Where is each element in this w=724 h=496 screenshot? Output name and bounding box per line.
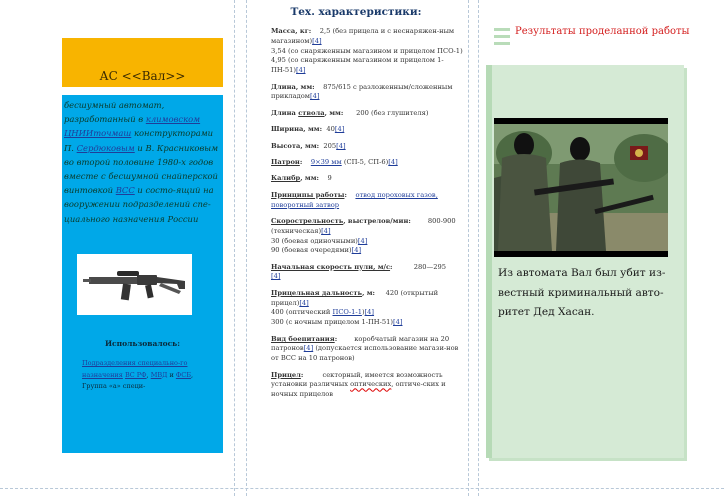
soldiers-photo xyxy=(494,118,668,257)
spec-mass xyxy=(271,27,466,76)
used-by-list xyxy=(82,358,197,393)
rifle-image xyxy=(77,254,192,315)
ref-link[interactable]: [4] xyxy=(296,66,306,75)
spec-barrel xyxy=(271,109,466,119)
ref-link[interactable]: [4] xyxy=(393,318,403,327)
link-feed[interactable]: Вид боепитания xyxy=(271,334,335,343)
link-9x39[interactable]: 9×39 мм xyxy=(310,157,342,166)
spec-label: Длина, мм: xyxy=(271,82,315,91)
column-guide-4 xyxy=(478,0,479,496)
link-tsniitochmash[interactable]: ЦНИИточмаш xyxy=(64,128,132,139)
link-vss[interactable]: ВСС xyxy=(115,185,135,196)
spec-label: Масса, кг: xyxy=(271,27,312,35)
ref-link[interactable]: [4] xyxy=(388,157,398,166)
spec-width xyxy=(271,125,466,135)
spec-label: : xyxy=(299,157,303,166)
link-rate-of-fire[interactable]: Скорострельность xyxy=(271,216,344,225)
lead-paragraph xyxy=(64,98,222,226)
column-guide-2 xyxy=(246,0,247,496)
lead-text: бесшумный автомат, разработанный в xyxy=(64,100,165,125)
spec-value: ) xyxy=(361,308,365,317)
results-title: Результаты проделанной работы xyxy=(515,26,690,37)
spec-value: 200 (без глушителя) xyxy=(356,108,429,117)
spec-value: 4,95 (со снаряженным магазином и прицелом 1-ПН-51) xyxy=(271,56,444,75)
link-special-forces[interactable]: Подразделения специально-го назначения xyxy=(82,359,188,379)
used-by-label: Использовалось: xyxy=(104,339,181,348)
link-pso[interactable]: ПСО-1-1 xyxy=(332,308,362,317)
link-mvd[interactable]: МВД xyxy=(150,370,168,379)
ref-link[interactable]: [4] xyxy=(334,125,345,134)
spec-sight xyxy=(271,371,466,400)
lead-text: конструкторами П. xyxy=(64,128,214,153)
spec-value: 300 (с ночным прицелом 1-ПН-51) xyxy=(271,318,393,327)
title-box xyxy=(62,38,223,87)
spec-label: , выстрелов/мин: xyxy=(343,216,411,225)
link-cartridge[interactable]: Патрон xyxy=(271,157,300,166)
results-caption: Из автомата Вал был убит из-вестный криминальный авто-ритет Дед Хасан. xyxy=(498,267,666,318)
spec-value: 420 (открытый прицел) xyxy=(271,288,439,307)
spec-rate xyxy=(271,217,466,256)
lead-text: и состо-ящий на вооружении подразделений спе-циального назначения России xyxy=(64,185,214,224)
spec-label: : xyxy=(344,190,347,199)
ref-link[interactable]: [4] xyxy=(357,236,368,245)
spec-action xyxy=(271,191,466,211)
spec-value: 875/615 с разложенным/сложенным прикладом xyxy=(271,82,453,101)
link-sight[interactable]: Прицел xyxy=(271,370,301,379)
link-muzzle-velocity[interactable]: Начальная скорость пули, м/с xyxy=(271,262,391,271)
column-guide-1 xyxy=(234,0,235,496)
spec-value: 2,5 (без прицела и с неснаряжен-ным магазином) xyxy=(271,27,455,45)
link-gas-operation[interactable]: отвод пороховых газов, поворотный затвор xyxy=(271,190,438,209)
rifle-icon xyxy=(81,263,189,307)
spec-label: : xyxy=(334,334,338,343)
spec-value: (допускается использование магази-нов от ВСС на 10 патронов) xyxy=(271,344,459,363)
spec-value: секторный, имеется возможность установки различных xyxy=(271,370,443,389)
spec-value: 30 (боевая одиночными) xyxy=(271,236,358,245)
spec-value: , оптиче-ских и ночных прицелов xyxy=(271,380,446,399)
ref-link[interactable]: [4] xyxy=(364,308,375,317)
ref-link[interactable]: [4] xyxy=(303,344,314,353)
link-barrel[interactable]: ствола xyxy=(298,108,325,117)
spec-label: Высота, мм: xyxy=(271,141,320,150)
link-fsb[interactable]: ФСБ xyxy=(175,370,192,379)
spec-feed xyxy=(271,335,466,364)
spec-range xyxy=(271,289,466,328)
ref-link[interactable]: [4] xyxy=(312,36,322,45)
column-guide-3 xyxy=(468,0,469,496)
ref-link[interactable]: [4] xyxy=(351,246,362,255)
spec-height xyxy=(271,142,466,152)
spec-label: , м: xyxy=(362,288,375,297)
spec-cartridge xyxy=(271,158,466,168)
used-text: , Группа «а» специ- xyxy=(82,370,194,390)
spec-label: Длина xyxy=(271,108,299,117)
spec-value: 9 xyxy=(327,174,332,183)
spec-value: 3,54 (со снаряженным магазином и прицелом ПСО-1) xyxy=(271,46,463,55)
link-klimovsk[interactable]: климовском xyxy=(145,114,201,125)
ref-link[interactable]: [4] xyxy=(309,92,320,101)
link-caliber[interactable]: Калибр xyxy=(271,174,301,183)
spec-value: 205 xyxy=(323,141,337,150)
link-armed-forces[interactable]: ВС РФ xyxy=(124,370,147,379)
ref-link[interactable]: [4] xyxy=(271,272,281,281)
menu-icon xyxy=(494,28,510,49)
spec-length xyxy=(271,83,466,103)
spec-label: Ширина, мм: xyxy=(271,125,323,134)
soldiers-photo-icon xyxy=(494,118,668,257)
spec-value: 40 xyxy=(326,125,335,134)
ref-link[interactable]: [4] xyxy=(336,141,346,150)
spec-value: 90 (боевая очередями) xyxy=(271,246,352,255)
spec-label: , мм: xyxy=(300,174,319,183)
spec-label: : xyxy=(390,262,393,271)
ref-link[interactable]: [4] xyxy=(299,298,309,307)
page-title: АС <<Вал>> xyxy=(99,69,186,83)
spec-value: оптических xyxy=(350,380,392,389)
link-effective-range[interactable]: Прицельная дальность xyxy=(271,288,363,297)
used-text: и xyxy=(167,370,176,379)
ref-link[interactable]: [4] xyxy=(321,226,331,235)
used-text: , xyxy=(146,370,151,379)
specs-list xyxy=(271,27,466,407)
link-serdyukov[interactable]: Сердюковым xyxy=(76,142,135,153)
bottom-guide xyxy=(0,488,724,489)
link-action[interactable]: Принципы работы xyxy=(271,190,345,199)
specs-title: Тех. характеристики: xyxy=(290,6,422,18)
spec-label: : xyxy=(300,370,304,379)
spec-value: 400 (оптический xyxy=(271,308,333,317)
spec-value: коробчатый магазин на 20 патронов xyxy=(271,334,450,353)
spec-velocity xyxy=(271,263,466,283)
spec-value: (СП-5, СП-6) xyxy=(341,157,389,166)
spec-label: , мм: xyxy=(324,108,344,117)
spec-value: 800-900 (техническая) xyxy=(271,216,456,235)
spec-caliber xyxy=(271,174,466,184)
spec-value: 280—295 xyxy=(413,262,446,271)
lead-text: и В. Красниковым во второй половине 1980-х годов вместе с бесшумной снайперской винтовкой xyxy=(64,142,219,196)
